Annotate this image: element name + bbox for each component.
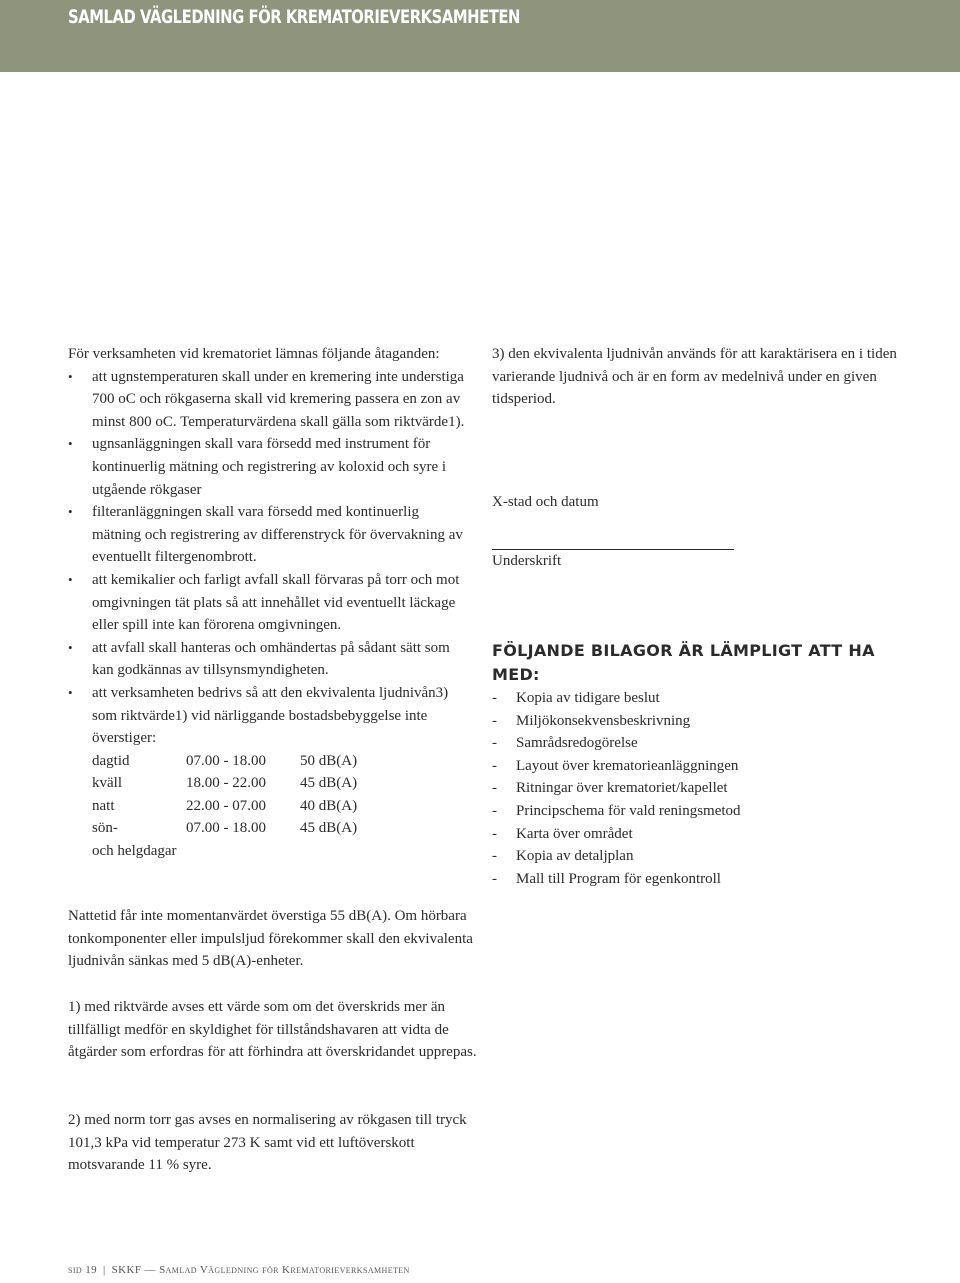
footer-dash: — <box>144 1264 156 1276</box>
footer-doc-title: Samlad Vägledning för Krematorieverksamheten <box>159 1264 410 1276</box>
page-number: sid 19 <box>68 1264 98 1276</box>
list-item: - Samrådsredogörelse <box>492 735 638 752</box>
list-item: • att verksamheten bedrivs så att den ekvivalenta ljudnivån3) som riktvärde1) vid närliggande bostadsbebyggelse inte överstiger: <box>68 682 468 750</box>
table-row: sön- 07.00 - 18.00 45 dB(A) <box>92 820 358 837</box>
bullet-icon: • <box>68 368 73 384</box>
list-item: • att ugnstemperaturen skall under en kremering inte understiga 700 oC och rökgaserna skall vid kremering passera en zon av minst 800 oC. Temperaturvärdena skall gälla som riktvärde1). <box>68 366 468 434</box>
bullet-icon: • <box>68 639 73 655</box>
list-item: • filteranläggningen skall vara försedd med kontinuerlig mätning och registrering av differenstryck för övervakning av eventuellt filtergenombrott. <box>68 501 468 569</box>
night-limit-note: Nattetid får inte momentanvärdet överstiga 55 dB(A). Om hörbara tonkomponenter eller impulsljud förekommer skall den ekvivalenta ljudnivån sänkas med 5 dB(A)-enheter. <box>68 908 473 970</box>
list-item: - Ritningar över krematoriet/kapellet <box>492 780 728 797</box>
list-item: - Kopia av tidigare beslut <box>492 689 660 706</box>
table-row: och helgdagar <box>92 843 177 860</box>
table-row: natt 22.00 - 07.00 40 dB(A) <box>92 797 358 814</box>
list-item: - Karta över området <box>492 825 633 842</box>
place-date-label: X-stad och datum <box>492 493 599 510</box>
list-item: • att kemikalier och farligt avfall skall förvaras på torr och mot omgivningen tät plats så att innehållet vid eventuellt läckage eller spill inte kan förorena omgivningen. <box>68 569 468 637</box>
attachments-list <box>492 687 902 890</box>
commitments-list <box>68 366 468 750</box>
bullet-icon: • <box>68 684 73 700</box>
noise-level-table <box>92 750 357 863</box>
footnote-3: 3) den ekvivalenta ljudnivån används för att karaktärisera en i tiden varierande ljudnivå och är en form av medelnivå under en given tidsperiod. <box>492 346 897 408</box>
commitments-intro: För verksamheten vid krematoriet lämnas följande åtaganden: <box>68 346 440 362</box>
signature-line <box>492 537 734 550</box>
page-header-band <box>0 0 960 72</box>
left-column <box>68 343 468 863</box>
list-item: - Principschema för vald reningsmetod <box>492 802 741 819</box>
table-row: kväll 18.00 - 22.00 45 dB(A) <box>92 775 358 792</box>
bullet-icon: • <box>68 504 73 520</box>
footer-org: SKKF <box>111 1264 142 1276</box>
right-column <box>492 343 902 890</box>
list-item: • att avfall skall hanteras och omhändertas på sådant sätt som kan godkännas av tillsynsmyndigheten. <box>68 637 468 682</box>
signature-label: Underskrift <box>492 553 562 570</box>
header-title: SAMLAD VÄGLEDNING FÖR KREMATORIEVERKSAMHETEN <box>68 6 520 28</box>
bullet-icon: • <box>68 436 73 452</box>
list-item: • ugnsanläggningen skall vara försedd med instrument för kontinuerlig mätning och registrering av koloxid och syre i utgående rökgaser <box>68 433 468 501</box>
list-item: - Mall till Program för egenkontroll <box>492 870 721 887</box>
page-footer: sid 19 | SKKF — Samlad Vägledning för Krematorieverksamheten <box>68 1264 410 1276</box>
bullet-icon: • <box>68 571 73 587</box>
list-item: - Kopia av detaljplan <box>492 848 634 865</box>
attachments-heading: FÖLJANDE BILAGOR ÄR LÄMPLIGT ATT HA MED: <box>492 640 875 684</box>
list-item: - Layout över krematorieanläggningen <box>492 757 739 774</box>
table-row: dagtid 07.00 - 18.00 50 dB(A) <box>92 752 358 769</box>
footnote-2: 2) med norm torr gas avses en normalisering av rökgasen till tryck 101,3 kPa vid temperatur 273 K samt vid ett luftöverskott motsvarande 11 % syre. <box>68 1112 467 1174</box>
list-item: - Miljökonsekvensbeskrivning <box>492 712 691 729</box>
footnote-1: 1) med riktvärde avses ett värde som om det överskrids mer än tillfälligt medför en skyldighet för tillståndshavaren att vidta de åtgärder som erfordras för att förhindra att överskridandet upprepas. <box>68 999 477 1061</box>
